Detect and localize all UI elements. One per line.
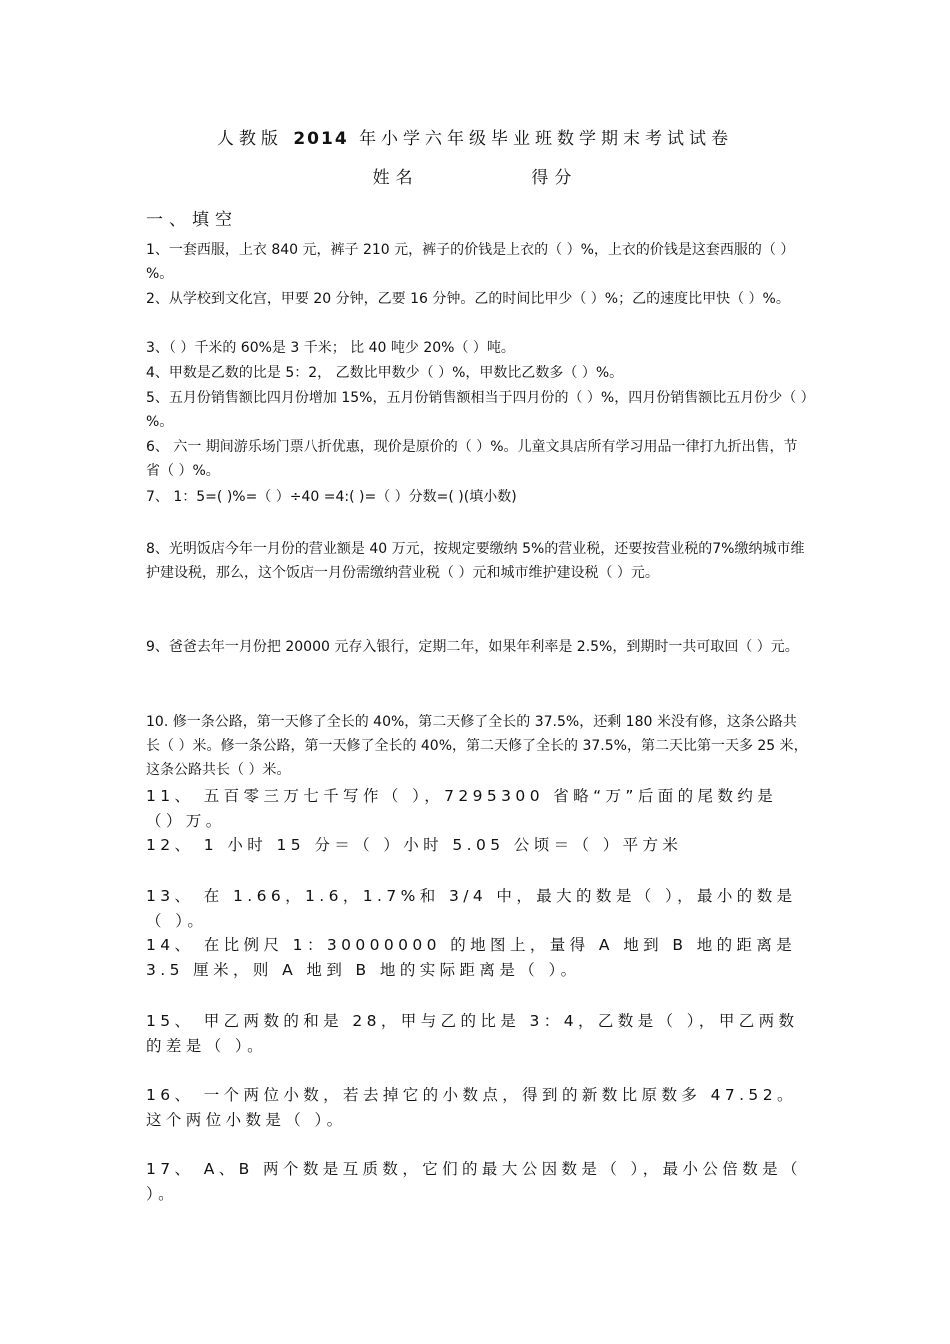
question-15: 15、 甲乙两数的和是 28，甲与乙的比是 3：4，乙数是（ ），甲乙两数的差是（ ）。 xyxy=(146,1012,799,1055)
name-score-row xyxy=(0,163,950,188)
question-17: 17、 A、B 两个数是互质数，它们的最大公因数是（ ），最小公倍数是（ ）。 xyxy=(146,1160,802,1203)
section-heading-fill-blank: 一、填空 xyxy=(146,210,238,230)
score-label: 得分 xyxy=(531,168,578,188)
question-9: 9、爸爸去年一月份把 20000 元存入银行，定期二年，如果年利率是 2.5%，到期时一共可取回（ ）元。 xyxy=(146,639,799,655)
question-4: 4、甲数是乙数的比是 5：2， 乙数比甲数少（ ）%，甲数比乙数多（ ）%。 xyxy=(146,365,624,381)
title-prefix: 人教版 xyxy=(216,129,283,149)
name-label: 姓名 xyxy=(372,168,419,188)
question-5: 5、五月份销售额比四月份增加 15%，五月份销售额相当于四月份的（ ）%，四月份销售额比五月份少（ ）%。 xyxy=(146,390,808,430)
question-6: 6、 六一 期间游乐场门票八折优惠，现价是原价的（ ）%。儿童文具店所有学习用品一律打九折出售，节省（ ）%。 xyxy=(146,439,798,479)
question-2: 2、从学校到文化宫，甲要 20 分钟，乙要 16 分钟。乙的时间比甲少（ ）%；乙的速度比甲快（ ）%。 xyxy=(146,291,790,307)
question-8: 8、光明饭店今年一月份的营业额是 40 万元，按规定要缴纳 5%的营业税，还要按营业税的7%缴纳城市维护建设税，那么，这个饭店一月份需缴纳营业税（ ）元和城市维护建设税（ ）元。 xyxy=(146,541,805,581)
question-14: 14、 在比例尺 1：30000000 的地图上，量得 A 地到 B 地的距离是 3.5 厘米，则 A 地到 B 地的实际距离是（ ）。 xyxy=(146,936,797,979)
question-13: 13、 在 1.66，1.6，1.7%和 3/4 中，最大的数是（ ），最小的数是（ ）。 xyxy=(146,887,797,930)
question-12: 12、 1 小时 15 分＝（ ）小时 5.05 公顷＝（ ）平方米 xyxy=(146,836,683,854)
title-suffix: 年小学六年级毕业班数学期末考试试卷 xyxy=(359,129,734,149)
page-title xyxy=(0,124,950,149)
title-year: 2014 xyxy=(293,129,349,149)
question-1: 1、一套西服，上衣 840 元，裤子 210 元，裤子的价钱是上衣的（ ）%，上衣的价钱是这套西服的（ ）%。 xyxy=(146,242,795,282)
question-10: 10. 修一条公路，第一天修了全长的 40%，第二天修了全长的 37.5%，还剩 180 米没有修，这条公路共长（ ）米。修一条公路，第一天修了全长的 40%，第二天修了全长的 37.5%，第二天比第一天多 25 米，这条公路共长（ ）米。 xyxy=(146,714,808,778)
question-3: 3、（ ）千米的 60%是 3 千米； 比 40 吨少 20%（ ）吨。 xyxy=(146,340,515,356)
question-7: 7、 1：5=( )%=（ ）÷40 =4:( )=（ ）分数=( )(填小数) xyxy=(146,489,517,505)
question-11: 11、 五百零三万七千写作（ ），7295300 省略“万”后面的尾数约是（）万。 xyxy=(146,787,778,830)
question-16: 16、 一个两位小数，若去掉它的小数点，得到的新数比原数多 47.52。这个两位小数是（ ）。 xyxy=(146,1086,797,1129)
